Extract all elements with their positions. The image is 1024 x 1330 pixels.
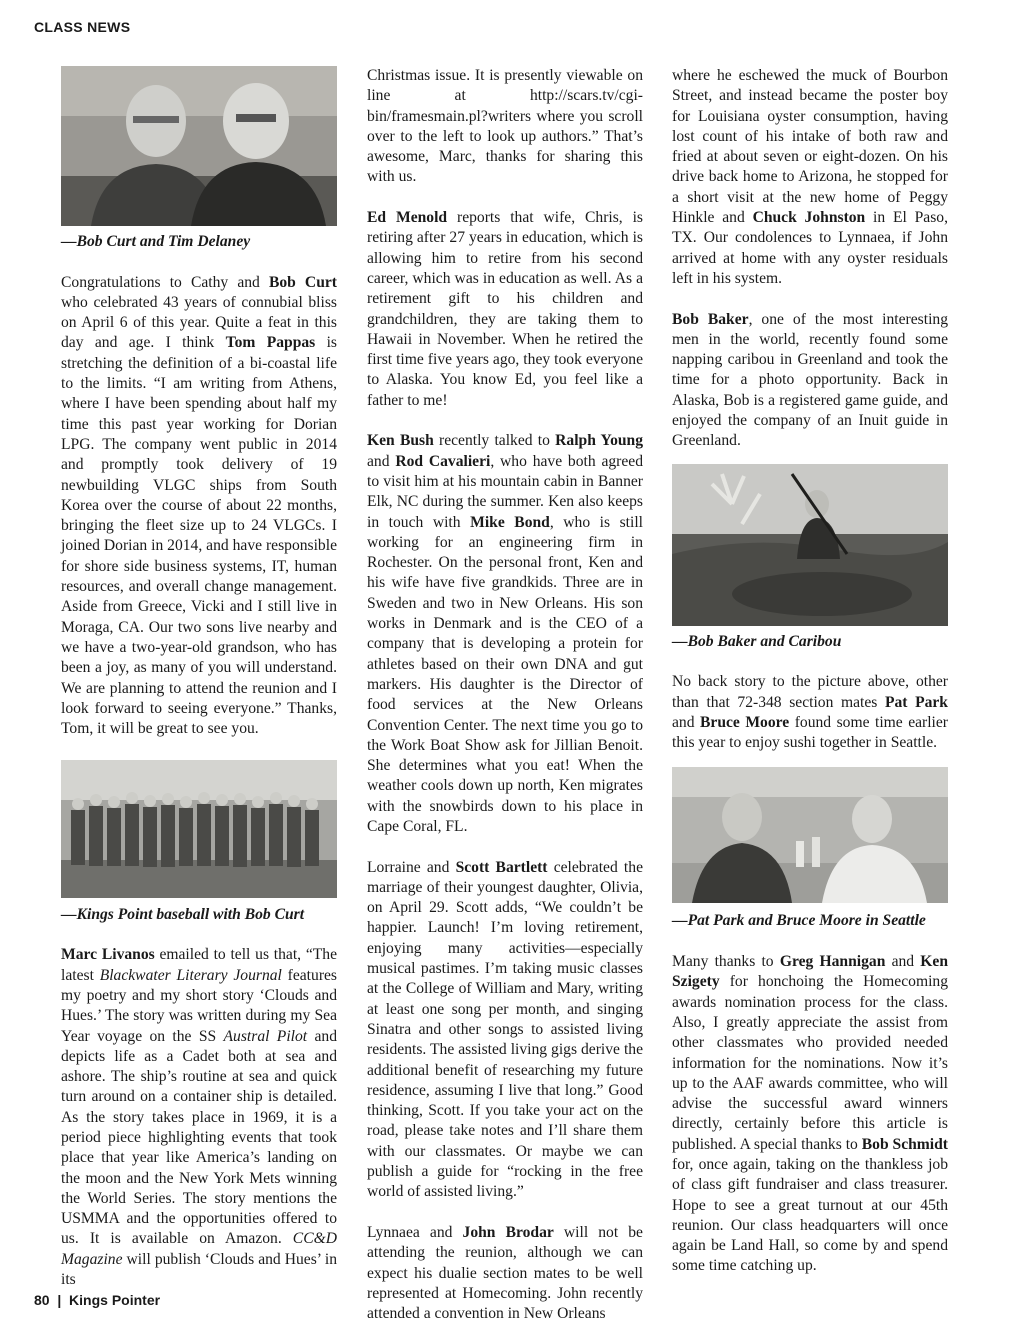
paragraph: Congratulations to Cathy and Bob Curt who celebrated 43 years of connubial bliss on April 6 of this year. Quite a feat in this day and age. I think Tom Pappas is stretching the definition of a bi-coastal life to the limits. “I am writing from Athens, where I have been spending about half my time this past year working for Dorian LPG. The company went public in 2014 and promptly took delivery of 19 newbuilding VLGC ships from South Korea over the course of about 22 months, bringing the fleet size up to 24 VLGCs. I joined Dorian in 2014, and have responsible for shore side business systems, IT, human resources, and overall change management. Aside from Greece, Vicki and I still live in Moraga, CA. Our two sons live nearby and we have a two-year-old grandson, who has been a joy, as many of you will understand. We are planning to attend the reunion and I look forward to seeing everyone.” Thanks, Tom, it will be great to see you.: [61, 273, 338, 738]
photo-pat-park-bruce-moore: [672, 767, 948, 903]
column-3: [672, 66, 948, 1277]
photo-caption: —Bob Baker and Caribou: [672, 632, 842, 650]
column-1: [61, 66, 337, 1290]
photo-bob-baker-caribou: [672, 464, 948, 626]
photo-bob-curt-tim-delaney: [61, 66, 337, 226]
photo-image: [672, 464, 948, 626]
paragraph: No back story to the picture above, other than that 72-348 section mates Pat Park and Bruce Moore found some time earlier this year to enjoy sushi together in Seattle.: [672, 673, 949, 752]
paragraph: Many thanks to Greg Hannigan and Ken Szigety for honchoing the Homecoming awards nomination process for the class. Also, I greatly appreciate the assist from other classmates who provided needed information for the nominations. Now it’s up to the AAF awards committee, who will advise the successful award winners directly, certainly before this article is published. A special thanks to Bob Schmidt for, once again, taking on the thankless job of class gift fundraiser and class treasurer. Hope to see a great turnout at our 45th reunion. Our class headquarters will once again be Land Hall, so come by and spend some time catching up.: [672, 953, 949, 1275]
photo-image: [672, 767, 948, 903]
photo-caption: —Bob Curt and Tim Delaney: [61, 233, 251, 250]
paragraph: Christmas issue. It is presently viewable on line at http://scars.tv/cgi-bin/framesmain.pl?writers where you scroll over to the left to look up authors.” That’s awesome, Marc, thanks for sharing this with us.: [367, 67, 643, 186]
photo-caption: —Kings Point baseball with Bob Curt: [61, 905, 305, 923]
column-2: [367, 66, 643, 1324]
photo-kings-point-baseball: [61, 760, 337, 898]
paragraph: Lynnaea and John Brodar will not be attending the reunion, although we can expect his dualie section mates to be well represented at Homecoming. John recently attended a convention in New Orleans: [367, 1223, 643, 1323]
paragraph: Bob Baker, one of the most interesting men in the world, recently found some napping caribou in Greenland and took the time for a photo opportunity. Back in Alaska, Bob is a registered game guide, and enjoyed the company of an Inuit guide in Greenland.: [672, 310, 948, 450]
paragraph: Ken Bush recently talked to Ralph Young and Rod Cavalieri, who have both agreed to visit him at his mountain cabin in Banner Elk, NC during the summer. Ken also keeps in touch with Mike Bond, who is still working for an engineering firm in Rochester. On the personal front, Ken and his wife have five grandkids. Three are in Sweden and two in New Orleans. His son works in Denmark and is the CEO of a company that is developing a protein for athletes based on their own DNA and gut markers. His daughter is the Director of food services at the New Orleans Convention Center. The next time you go to the Work Boat Show ask for Jillian Benoit. She determines what you eat! When the weather cools down up north, Ken migrates with the snowbirds down to his place in Cape Coral, FL.: [367, 432, 644, 835]
photo-image: [61, 66, 337, 226]
page-footer: 80 | Kings Pointer: [34, 1292, 161, 1308]
photo-caption: —Pat Park and Bruce Moore in Seattle: [672, 912, 926, 930]
paragraph: where he eschewed the muck of Bourbon Street, and instead became the poster boy for Louisiana oyster consumption, having lost count of his intake of both raw and fried at about seven or eight-dozen. On his drive back home to Arizona, he stopped for a short visit at the new home of Peggy Hinkle and Chuck Johnston in El Paso, TX. Our condolences to Lynnaea, if John arrived at home with any oyster residuals left in his system.: [672, 67, 948, 287]
paragraph: Marc Livanos emailed to tell us that, “The latest Blackwater Literary Journal features my poetry and my short story ‘Clouds and Hues.’ The story was written during my Sea Year voyage on the SS Austral Pilot and depicts life as a Cadet both at sea and ashore. The ship’s routine at sea and quick turn around on a container ship is detailed. As the story takes place in 1969, it is a period piece highlighting events that took place that year like America’s landing on the moon and the New York Mets winning the World Series. The story mentions the USMMA and the opportunities offered to us. It is available on Amazon. CC&D Magazine will publish ‘Clouds and Hues’ in its: [61, 946, 338, 1289]
section-header: CLASS NEWS: [34, 19, 131, 35]
paragraph: Ed Menold reports that wife, Chris, is retiring after 27 years in education, which is allowing him to retire from his second career, which was in education as well. As a retirement gift to his children and grandchildren, they are taking them to Hawaii in November. When he retired the first time five years ago, they took everyone to Alaska. You know Ed, you feel like a father to me!: [367, 209, 643, 409]
photo-image: [61, 760, 337, 898]
paragraph: Lorraine and Scott Bartlett celebrated the marriage of their youngest daughter, Olivia, on April 29. Scott adds, “We couldn’t be happier. Launch! I’m loving retirement, enjoying many activities—especially musical pastimes. I’m taking music classes at the College of William and Mary, writing at least one song per month, and singing Sinatra and other songs to assisted living residents. The assisted living gigs derive the additional benefit of researching my future residence, assuming I live that long.” Good thinking, Scott. If you take your act on the road, please take notes and I’ll share them with our classmates. Or maybe we can publish a guide for “rocking in the free world of assisted living.”: [367, 858, 643, 1201]
